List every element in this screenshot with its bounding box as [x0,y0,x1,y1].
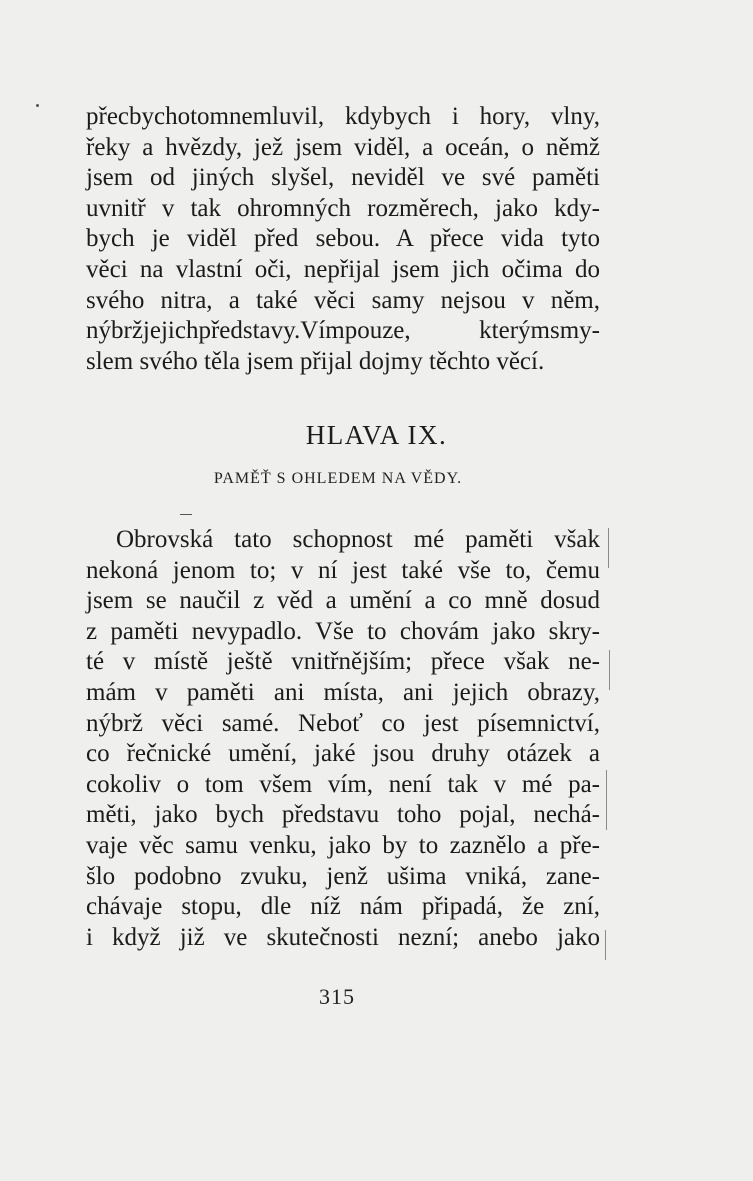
text-line: jsem od jiných slyšel, neviděl ve své paměti [86,164,600,192]
text-line: šlo podobno zvuku, jenž ušima vniká, zane- [86,862,600,890]
paragraph-chapter-opening [86,525,600,953]
text-line: cokoliv o tom všem vím, není tak v mé pa- [86,770,600,798]
text-line: svého nitra, a také věci samy nejsou v něm, [86,286,600,314]
subtitle-rule [180,514,192,515]
text-line: Obrovská tato schopnost mé paměti však [116,526,600,553]
text-line: uvnitř v tak ohromných rozměrech, jako kdy- [86,194,600,222]
text-line: co řečnické umění, jaké jsou druhy otázek a [86,740,600,768]
text-line: z paměti nevypadlo. Vše to chovám jako skry- [86,617,600,645]
chapter-heading: HLAVA IX. [305,420,448,450]
page-edge-mark [609,650,610,690]
text-line: vaje věc samu venku, jako by to zaznělo a pře- [86,831,600,859]
page-edge-mark [606,770,607,830]
text-line: té v místě ještě vnitřnějším; přece však ne- [86,648,600,676]
chapter-subtitle: PAMĚŤ S OHLEDEM NA VĚDY. [213,470,463,487]
page-edge-mark [608,528,609,568]
paragraph-continuation [86,102,600,377]
page-number: 315 [319,984,355,1009]
text-line: řeky a hvězdy, jež jsem viděl, a oceán, o němž [86,133,600,161]
text-line: slem svého těla jsem přijal dojmy těchto věcí. [86,347,545,375]
page-speck [36,104,39,107]
text-line: i když již ve skutečnosti nezní; anebo jako [86,923,600,951]
page-edge-mark [605,930,606,960]
text-line: nekoná jenom to; v ní jest také vše to, čemu [86,556,600,584]
text-line: nýbržjejichpředstavy.Vímpouze, kterýmsmy- [86,317,600,345]
text-line: přecbychotomnemluvil, kdybych i hory, vlny, [86,103,600,130]
text-line: mám v paměti ani místa, ani jejich obrazy, [86,678,600,706]
text-line: věci na vlastní oči, nepřijal jsem jich očima do [86,255,600,283]
text-line: měti, jako bych představu toho pojal, nechá- [86,801,600,829]
text-line: nýbrž věci samé. Neboť co jest písemnictví, [86,709,600,737]
text-line: bych je viděl před sebou. A přece vida tyto [86,225,600,253]
text-line: chávaje stopu, dle níž nám připadá, že zní, [86,893,600,921]
text-line: jsem se naučil z věd a umění a co mně dosud [86,587,600,615]
